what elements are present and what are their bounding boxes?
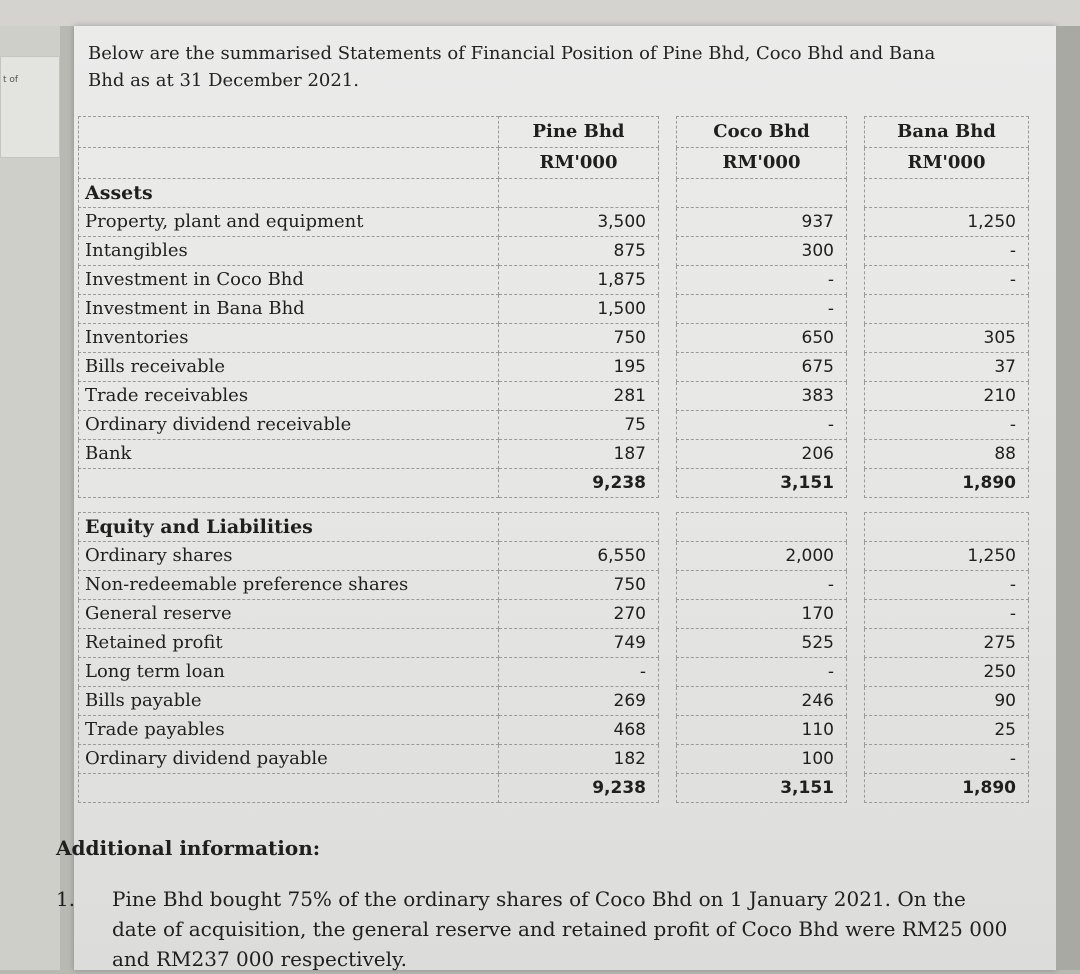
line-item-label: Long term loan: [79, 658, 499, 687]
pine-value: 270: [499, 600, 659, 629]
table-row: [79, 658, 1029, 687]
line-item-label: Bills payable: [79, 687, 499, 716]
coco-value: -: [677, 571, 847, 600]
column-gap: [847, 571, 865, 600]
table-row: [79, 353, 1029, 382]
blank-cell: [865, 179, 1029, 208]
column-gap: [847, 745, 865, 774]
column-gap: [659, 148, 677, 179]
pine-value: 468: [499, 716, 659, 745]
total-label: [79, 774, 499, 803]
line-item-label: Trade payables: [79, 716, 499, 745]
coco-value: -: [677, 266, 847, 295]
table-row: [79, 411, 1029, 440]
table-row: [79, 440, 1029, 469]
coco-value: 525: [677, 629, 847, 658]
company-unit: RM'000: [865, 148, 1029, 179]
column-gap: [847, 687, 865, 716]
bana-value: -: [865, 411, 1029, 440]
bana-value: 1,250: [865, 542, 1029, 571]
intro-line-1: Below are the summarised Statements of Financial Position of Pine Bhd, Coco Bhd and Bana: [88, 43, 936, 64]
bana-value: 250: [865, 658, 1029, 687]
bana-value: 37: [865, 353, 1029, 382]
column-gap: [659, 542, 677, 571]
pine-value: 749: [499, 629, 659, 658]
coco-value: -: [677, 411, 847, 440]
sidebar-thumbnail[interactable]: [0, 56, 60, 158]
bana-value: 25: [865, 716, 1029, 745]
bana-value: -: [865, 266, 1029, 295]
table-row: [79, 687, 1029, 716]
column-gap: [659, 571, 677, 600]
table-row: [79, 324, 1029, 353]
column-gap: [847, 716, 865, 745]
column-gap: [659, 324, 677, 353]
pine-value: 1,500: [499, 295, 659, 324]
bana-value: 90: [865, 687, 1029, 716]
line-item-label: Non-redeemable preference shares: [79, 571, 499, 600]
pine-value: 182: [499, 745, 659, 774]
coco-value: 383: [677, 382, 847, 411]
column-gap: [659, 353, 677, 382]
sidebar-label: t of: [3, 75, 19, 85]
equity-heading: Equity and Liabilities: [79, 513, 499, 542]
intro-paragraph: [88, 40, 1048, 94]
table-row: [79, 600, 1029, 629]
pine-value: 3,500: [499, 208, 659, 237]
spacer-cell: [79, 498, 1029, 513]
column-gap: [847, 353, 865, 382]
bana-value: -: [865, 571, 1029, 600]
column-gap: [659, 716, 677, 745]
additional-info-heading: Additional information:: [56, 836, 321, 860]
note-line-3: and RM237 000 respectively.: [112, 947, 408, 971]
column-gap: [847, 237, 865, 266]
bana-value: 305: [865, 324, 1029, 353]
table-row: [79, 542, 1029, 571]
column-gap: [659, 513, 677, 542]
table-row: [79, 745, 1029, 774]
blank-cell: [499, 179, 659, 208]
pine-value: 750: [499, 324, 659, 353]
note-item: [56, 884, 1046, 974]
column-gap: [847, 629, 865, 658]
column-gap: [659, 440, 677, 469]
header-blank: [79, 148, 499, 179]
column-gap: [847, 266, 865, 295]
assets-heading: Assets: [79, 179, 499, 208]
coco-value: 675: [677, 353, 847, 382]
bana-total: 1,890: [865, 774, 1029, 803]
column-gap: [847, 542, 865, 571]
line-item-label: General reserve: [79, 600, 499, 629]
equity-heading-row: [79, 513, 1029, 542]
pine-total: 9,238: [499, 774, 659, 803]
header-company-row: [79, 117, 1029, 148]
pine-value: 75: [499, 411, 659, 440]
column-gap: [659, 295, 677, 324]
bana-value: 210: [865, 382, 1029, 411]
bana-value: [865, 295, 1029, 324]
column-gap: [659, 382, 677, 411]
column-gap: [847, 117, 865, 148]
pine-value: 750: [499, 571, 659, 600]
blank-cell: [865, 513, 1029, 542]
company-unit: RM'000: [677, 148, 847, 179]
column-gap: [847, 324, 865, 353]
line-item-label: Retained profit: [79, 629, 499, 658]
line-item-label: Bills receivable: [79, 353, 499, 382]
column-gap: [659, 469, 677, 498]
assets-heading-row: [79, 179, 1029, 208]
pine-value: 187: [499, 440, 659, 469]
table-row: [79, 571, 1029, 600]
column-gap: [659, 266, 677, 295]
column-gap: [847, 148, 865, 179]
notes-list: [56, 884, 1046, 974]
section-spacer: [79, 498, 1029, 513]
line-item-label: Intangibles: [79, 237, 499, 266]
bana-value: -: [865, 600, 1029, 629]
table-row: [79, 208, 1029, 237]
column-gap: [847, 440, 865, 469]
coco-value: 300: [677, 237, 847, 266]
sidebar: [0, 26, 60, 970]
column-gap: [659, 411, 677, 440]
note-number: 1.: [56, 887, 76, 911]
table-row: [79, 266, 1029, 295]
column-gap: [847, 513, 865, 542]
bana-value: 1,250: [865, 208, 1029, 237]
column-gap: [847, 208, 865, 237]
coco-total: 3,151: [677, 469, 847, 498]
pine-value: 195: [499, 353, 659, 382]
coco-value: 100: [677, 745, 847, 774]
bana-value: 275: [865, 629, 1029, 658]
table-row: [79, 716, 1029, 745]
column-gap: [847, 658, 865, 687]
company-unit: RM'000: [499, 148, 659, 179]
column-gap: [847, 411, 865, 440]
line-item-label: Investment in Bana Bhd: [79, 295, 499, 324]
pine-value: 281: [499, 382, 659, 411]
column-gap: [847, 382, 865, 411]
bana-total: 1,890: [865, 469, 1029, 498]
column-gap: [659, 658, 677, 687]
column-gap: [659, 179, 677, 208]
line-item-label: Ordinary shares: [79, 542, 499, 571]
coco-value: 110: [677, 716, 847, 745]
coco-total: 3,151: [677, 774, 847, 803]
column-gap: [847, 600, 865, 629]
equity-total-row: [79, 774, 1029, 803]
coco-value: -: [677, 295, 847, 324]
bana-value: -: [865, 745, 1029, 774]
column-gap: [847, 774, 865, 803]
column-gap: [847, 295, 865, 324]
column-gap: [847, 469, 865, 498]
note-line-1: Pine Bhd bought 75% of the ordinary shares of Coco Bhd on 1 January 2021. On the: [112, 887, 966, 911]
line-item-label: Investment in Coco Bhd: [79, 266, 499, 295]
blank-cell: [677, 179, 847, 208]
column-gap: [659, 745, 677, 774]
column-gap: [659, 237, 677, 266]
line-item-label: Bank: [79, 440, 499, 469]
header-blank: [79, 117, 499, 148]
blank-cell: [677, 513, 847, 542]
column-gap: [659, 774, 677, 803]
pine-value: 269: [499, 687, 659, 716]
line-item-label: Inventories: [79, 324, 499, 353]
right-edge: [1056, 26, 1080, 970]
column-gap: [659, 117, 677, 148]
column-gap: [659, 600, 677, 629]
company-name: Bana Bhd: [865, 117, 1029, 148]
table-row: [79, 295, 1029, 324]
blank-cell: [499, 513, 659, 542]
table-row: [79, 237, 1029, 266]
pine-value: 875: [499, 237, 659, 266]
coco-value: 937: [677, 208, 847, 237]
pine-value: 1,875: [499, 266, 659, 295]
line-item-label: Property, plant and equipment: [79, 208, 499, 237]
line-item-label: Ordinary dividend payable: [79, 745, 499, 774]
column-gap: [659, 687, 677, 716]
column-gap: [847, 179, 865, 208]
assets-total-row: [79, 469, 1029, 498]
pine-value: -: [499, 658, 659, 687]
bana-value: 88: [865, 440, 1029, 469]
company-name: Pine Bhd: [499, 117, 659, 148]
note-line-2: date of acquisition, the general reserve and retained profit of Coco Bhd were RM25 000: [112, 917, 1008, 941]
table-row: [79, 382, 1029, 411]
column-gap: [659, 208, 677, 237]
line-item-label: Ordinary dividend receivable: [79, 411, 499, 440]
coco-value: 170: [677, 600, 847, 629]
coco-value: -: [677, 658, 847, 687]
intro-line-2: Bhd as at 31 December 2021.: [88, 70, 359, 91]
pine-total: 9,238: [499, 469, 659, 498]
pine-value: 6,550: [499, 542, 659, 571]
coco-value: 206: [677, 440, 847, 469]
header-unit-row: [79, 148, 1029, 179]
financial-position-table: [78, 116, 1029, 803]
coco-value: 246: [677, 687, 847, 716]
top-band: [0, 0, 1080, 26]
line-item-label: Trade receivables: [79, 382, 499, 411]
coco-value: 650: [677, 324, 847, 353]
coco-value: 2,000: [677, 542, 847, 571]
table-row: [79, 629, 1029, 658]
company-name: Coco Bhd: [677, 117, 847, 148]
total-label: [79, 469, 499, 498]
bana-value: -: [865, 237, 1029, 266]
column-gap: [659, 629, 677, 658]
